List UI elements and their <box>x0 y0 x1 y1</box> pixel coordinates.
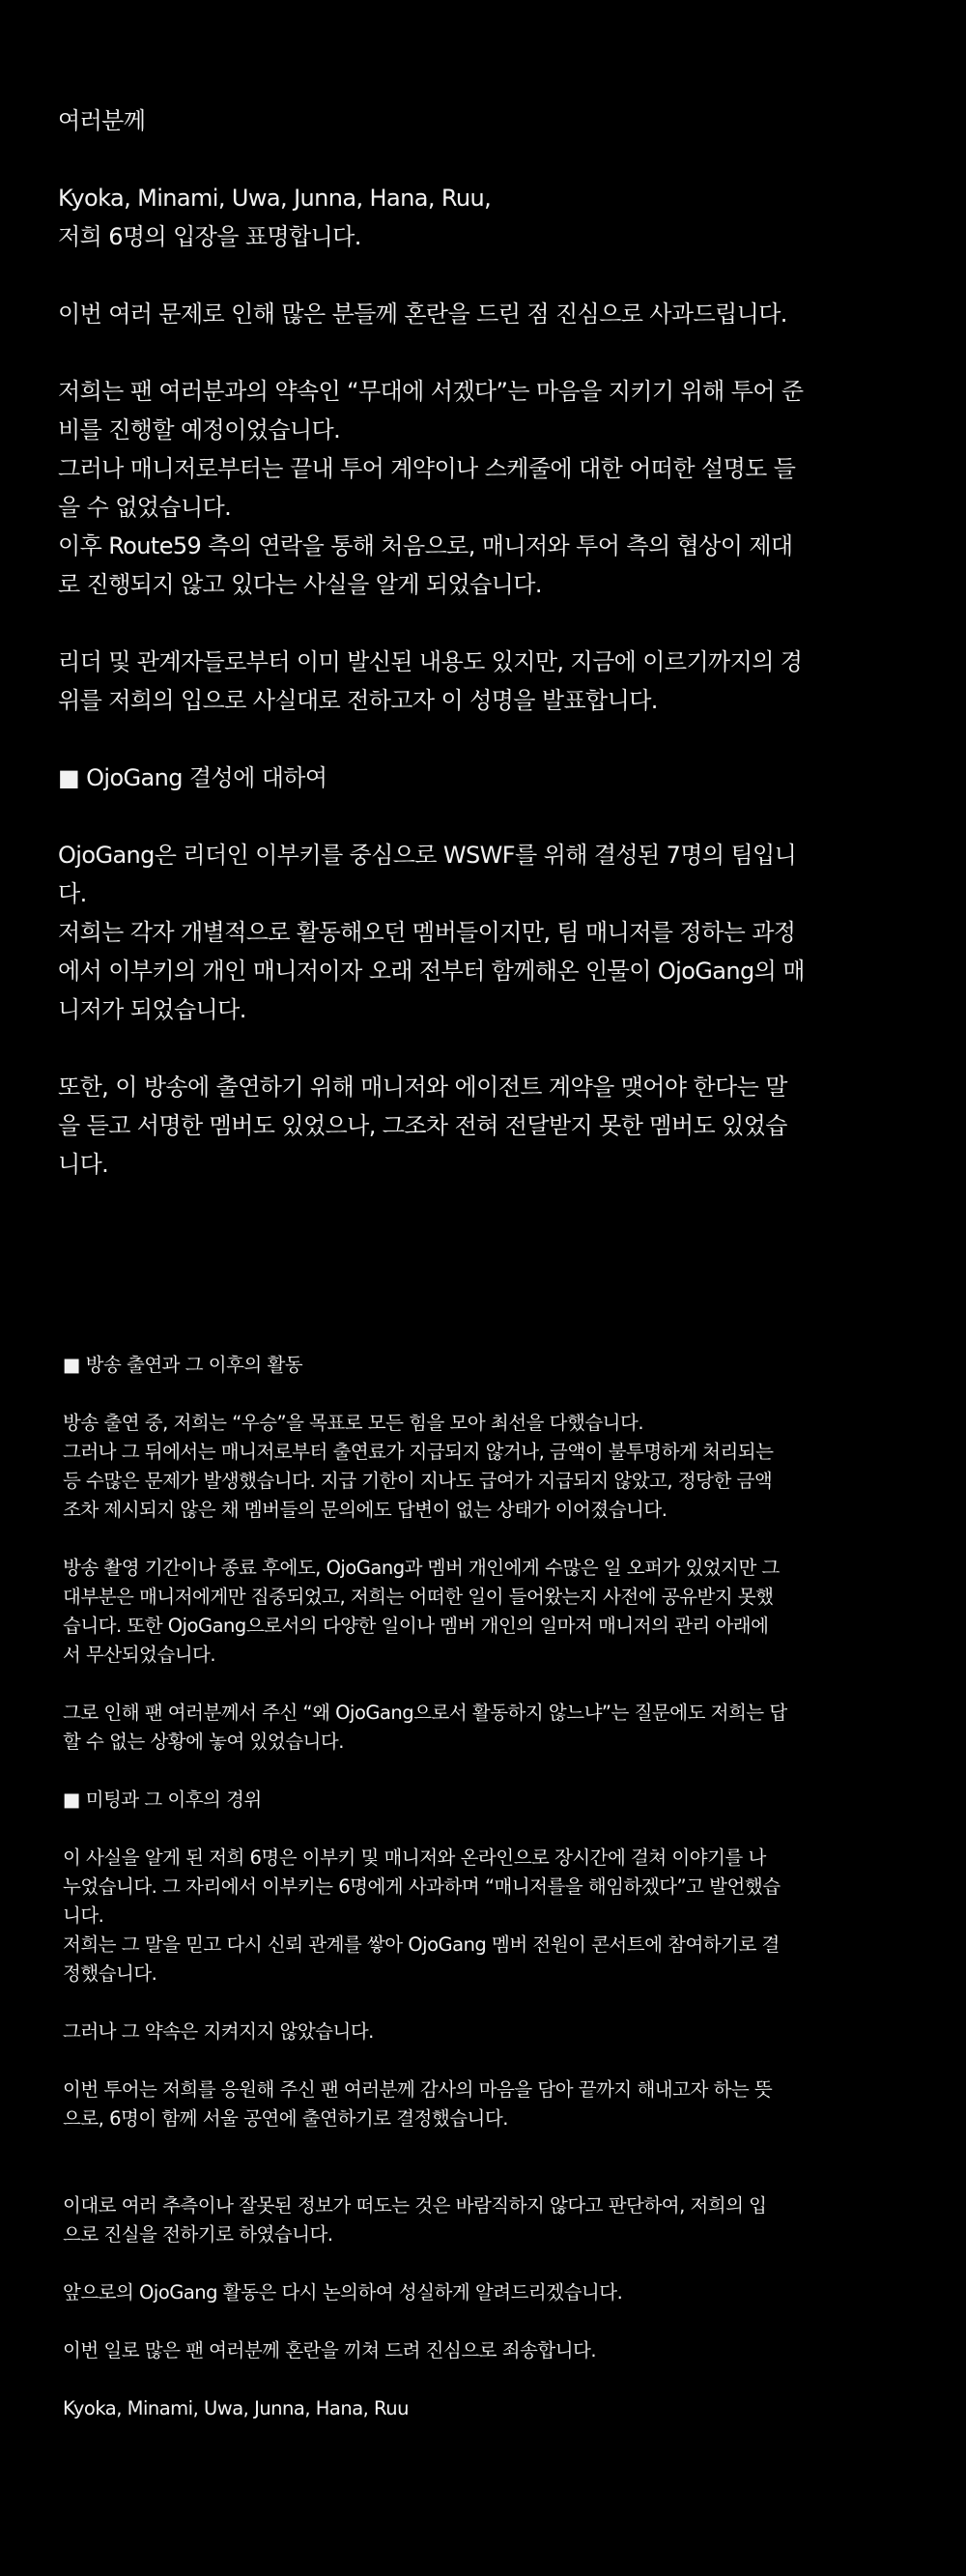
signature: Kyoka, Minami, Uwa, Junna, Hana, Ruu <box>63 2397 409 2419</box>
tour-preparation-paragraph <box>58 372 908 604</box>
text-line: 리더 및 관계자들로부터 이미 발신된 내용도 있지만, 지금에 이르기까지의 경 <box>58 648 803 675</box>
text-line: 저희는 각자 개별적으로 활동해오던 멤버들이지만, 팀 매니저를 정하는 과정 <box>58 919 796 946</box>
section-heading-broadcast: ■ 방송 출연과 그 이후의 활동 <box>63 1354 303 1376</box>
broken-promise-paragraph: 그러나 그 약속은 지켜지지 않았습니다. <box>63 2020 374 2043</box>
statement-purpose-paragraph <box>58 643 908 720</box>
text-line: 이 사실을 알게 된 저희 6명은 이부키 및 매니저와 온라인으로 장시간에 걸쳐 이야기를 나 <box>63 1846 766 1869</box>
text-line: 또한, 이 방송에 출연하기 위해 매니저와 에이전트 계약을 맺어야 한다는 말 <box>58 1073 787 1101</box>
text-line: 방송 촬영 기간이나 종료 후에도, OjoGang과 멤버 개인에게 수많은 일 오퍼가 있었지만 그 <box>63 1557 780 1579</box>
text-line: 방송 출연 중, 저희는 “우승”을 목표로 모든 힘을 모아 최선을 다했습니다. <box>63 1412 644 1434</box>
text-line: 대부분은 매니저에게만 집중되었고, 저희는 어떠한 일이 들어왔는지 사전에 공유받지 못했 <box>63 1586 774 1608</box>
text-line: 다. <box>58 880 87 907</box>
offers-paragraph <box>63 1554 903 1670</box>
text-line: 그로 인해 팬 여러분께서 주신 “왜 OjoGang으로서 활동하지 않느냐”는 질문에도 저희는 답 <box>63 1702 787 1724</box>
members-line: Kyoka, Minami, Uwa, Junna, Hana, Ruu, <box>58 185 492 212</box>
text-line: 비를 진행할 예정이었습니다. <box>58 416 341 444</box>
section-heading-meeting: ■ 미팅과 그 이후의 경위 <box>63 1789 262 1811</box>
text-line: 이후 Route59 측의 연락을 통해 처음으로, 매니저와 투어 측의 협상이 제대 <box>58 532 793 559</box>
text-line: 을 수 없었습니다. <box>58 494 232 521</box>
apology-paragraph: 이번 여러 문제로 인해 많은 분들께 혼란을 드린 점 진심으로 사과드립니다. <box>58 301 787 328</box>
text-line: 서 무산되었습니다. <box>63 1644 216 1666</box>
text-line: 니저가 되었습니다. <box>58 996 246 1023</box>
text-line: 할 수 없는 상황에 놓여 있었습니다. <box>63 1731 344 1753</box>
future-activity-paragraph: 앞으로의 OjoGang 활동은 다시 논의하여 성실하게 알려드리겠습니다. <box>63 2281 623 2304</box>
text-line: 저희는 그 말을 믿고 다시 신뢰 관계를 쌓아 OjoGang 멤버 전원이 콘서트에 참여하기로 결 <box>63 1933 780 1956</box>
tour-decision-paragraph <box>63 2075 903 2133</box>
text-line: 로 진행되지 않고 있다는 사실을 알게 되었습니다. <box>58 571 542 598</box>
text-line: 으로 진실을 전하기로 하였습니다. <box>63 2223 333 2246</box>
text-line: OjoGang은 리더인 이부키를 중심으로 WSWF를 위해 결성된 7명의 팀입니 <box>58 842 797 869</box>
broadcast-paragraph <box>63 1409 903 1525</box>
text-line: 니다. <box>63 1904 104 1927</box>
text-line: 을 듣고 서명한 멤버도 있었으나, 그조차 전혀 전달받지 못한 멤버도 있었습 <box>58 1112 787 1139</box>
meeting-paragraph <box>63 1844 903 1989</box>
stance-line: 저희 6명의 입장을 표명합니다. <box>58 223 361 250</box>
fan-question-paragraph <box>63 1699 903 1757</box>
text-line: 등 수많은 문제가 발생했습니다. 지급 기한이 지나도 급여가 지급되지 않았고, 정당한 금액 <box>63 1470 773 1492</box>
text-line: 누었습니다. 그 자리에서 이부키는 6명에게 사과하며 “매니저를을 해임하겠다”고 발언했습 <box>63 1875 781 1898</box>
text-line: 그러나 매니저로부터는 끝내 투어 계약이나 스케줄에 대한 어떠한 설명도 들 <box>58 455 796 482</box>
text-line: 저희는 팬 여러분과의 약속인 “무대에 서겠다”는 마음을 지키기 위해 투어 준 <box>58 378 804 405</box>
formation-paragraph <box>58 836 908 1029</box>
greeting: 여러분께 <box>58 107 146 134</box>
text-line: 이대로 여러 추측이나 잘못된 정보가 떠도는 것은 바람직하지 않다고 판단하여, 저희의 입 <box>63 2194 767 2217</box>
text-line: 그러나 그 뒤에서는 매니저로부터 출연료가 지급되지 않거나, 금액이 불투명하게 처리되는 <box>63 1441 774 1463</box>
text-line: 이번 투어는 저희를 응원해 주신 팬 여러분께 감사의 마음을 담아 끝까지 해내고자 하는 뜻 <box>63 2078 773 2101</box>
text-line: 정했습니다. <box>63 1962 157 1985</box>
text-line: 위를 저희의 입으로 사실대로 전하고자 이 성명을 발표합니다. <box>58 687 658 714</box>
text-line: 조차 제시되지 않은 채 멤버들의 문의에도 답변이 없는 상태가 이어졌습니다. <box>63 1499 668 1521</box>
text-line: 으로, 6명이 함께 서울 공연에 출연하기로 결정했습니다. <box>63 2107 508 2130</box>
text-line: 에서 이부키의 개인 매니저이자 오래 전부터 함께해온 인물이 OjoGang의 매 <box>58 958 805 985</box>
statement-part-2 <box>0 1351 966 2423</box>
text-line: 니다. <box>58 1151 109 1178</box>
truth-paragraph <box>63 2191 903 2249</box>
statement-part-1 <box>0 101 966 1184</box>
section-heading-formation: ■ OjoGang 결성에 대하여 <box>58 764 327 791</box>
agent-contract-paragraph <box>58 1068 908 1184</box>
closing-apology-paragraph: 이번 일로 많은 팬 여러분께 혼란을 끼쳐 드려 진심으로 죄송합니다. <box>63 2339 597 2361</box>
text-line: 습니다. 또한 OjoGang으로서의 다양한 일이나 멤버 개인의 일마저 매니저의 관리 아래에 <box>63 1615 769 1637</box>
